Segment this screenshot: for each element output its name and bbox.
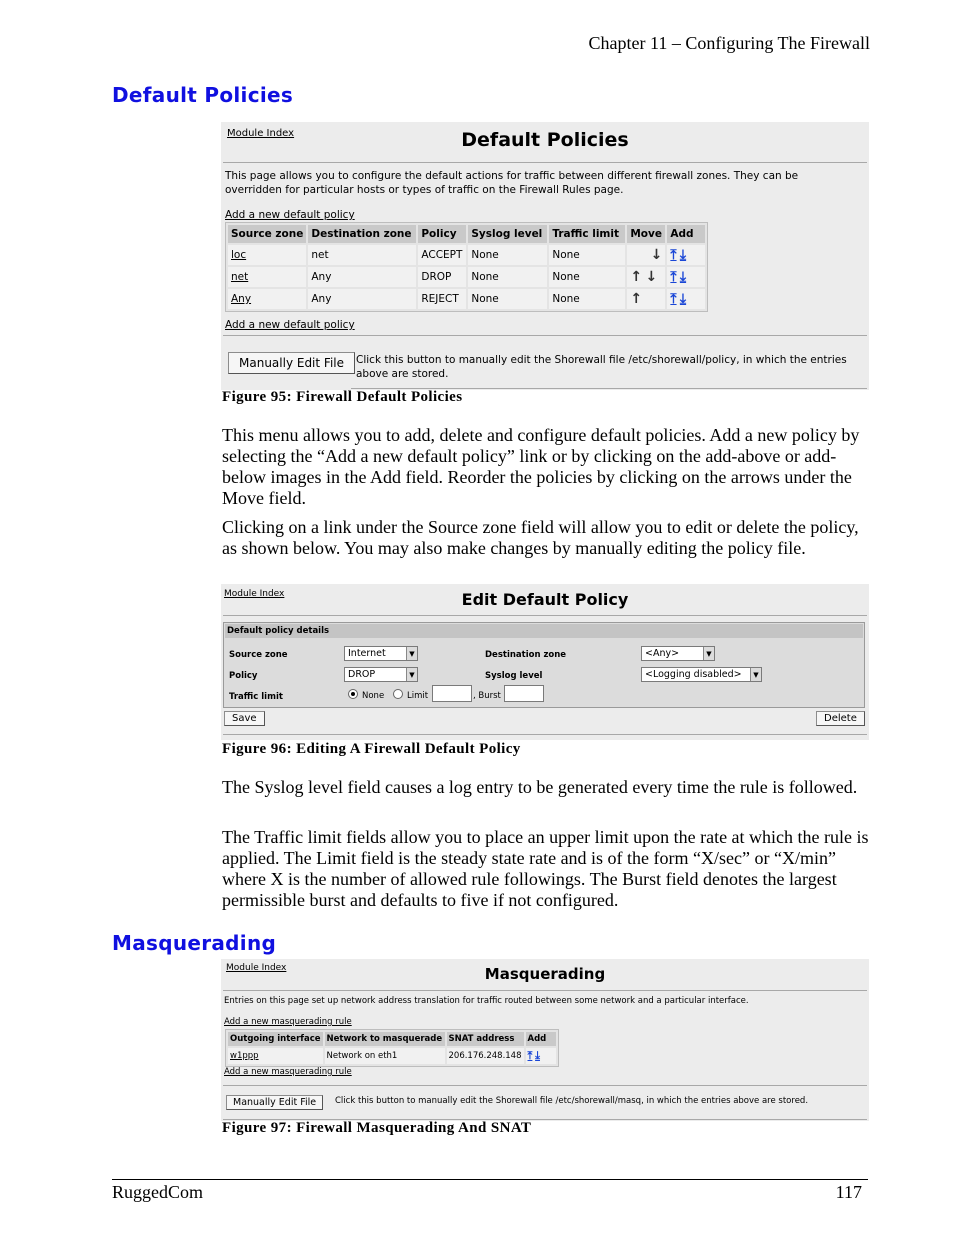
burst-input[interactable] bbox=[504, 685, 544, 702]
chapter-header: Chapter 11 – Configuring The Firewall bbox=[588, 33, 870, 53]
footer-company: RuggedCom bbox=[112, 1182, 204, 1202]
move-up-icon[interactable]: ↑ bbox=[630, 291, 643, 307]
source-zone-link[interactable]: Any bbox=[231, 293, 252, 305]
limit-cell: None bbox=[549, 289, 625, 309]
edit-file-note: Click this button to manually edit the Shorewall file /etc/shorewall/masq, in which the entries above are stored. bbox=[335, 1096, 809, 1106]
panel-title: Masquerading bbox=[484, 965, 606, 983]
col-traffic-limit: Traffic limit bbox=[549, 225, 625, 243]
limit-cell: None bbox=[549, 245, 625, 265]
traffic-limit-label: Traffic limit bbox=[229, 692, 283, 702]
add-below-icon[interactable]: ⤓ bbox=[679, 269, 687, 285]
figure-default-policies bbox=[221, 122, 869, 390]
details-header: Default policy details bbox=[225, 624, 863, 638]
col-move: Move bbox=[627, 225, 665, 243]
burst-label: , Burst bbox=[473, 691, 501, 701]
col-source-zone: Source zone bbox=[228, 225, 306, 243]
move-up-icon[interactable]: ↑ bbox=[630, 269, 643, 285]
module-index-link[interactable]: Module Index bbox=[224, 589, 285, 599]
panel-description: This page allows you to configure the default actions for traffic between different firewall zones. They can be overridden for particular hosts or types of traffic on the Firewall Rules page. bbox=[225, 170, 799, 196]
policy-cell: REJECT bbox=[418, 289, 466, 309]
divider bbox=[223, 615, 867, 616]
source-zone-link[interactable]: loc bbox=[231, 249, 247, 261]
chevron-down-icon: ▼ bbox=[703, 647, 714, 660]
dest-zone-cell: net bbox=[308, 245, 416, 265]
table-row bbox=[228, 1048, 556, 1064]
add-policy-link-bottom[interactable]: Add a new default policy bbox=[225, 319, 355, 331]
col-snat-address: SNAT address bbox=[447, 1032, 524, 1046]
add-above-icon[interactable]: ⤒ bbox=[670, 269, 677, 285]
divider bbox=[223, 162, 867, 163]
panel-description: Entries on this page set up network address translation for traffic routed between some network and a particular interface. bbox=[224, 996, 749, 1006]
paragraph-text: The Syslog level field causes a log entry to be generated every time the rule is followed. bbox=[222, 777, 858, 797]
source-zone-select[interactable] bbox=[344, 646, 418, 661]
table-row bbox=[228, 289, 705, 309]
divider bbox=[223, 734, 867, 735]
section-heading-default-policies: Default Policies bbox=[112, 83, 294, 107]
add-below-icon[interactable]: ⤓ bbox=[679, 291, 687, 307]
col-syslog-level: Syslog level bbox=[468, 225, 547, 243]
module-index-link[interactable]: Module Index bbox=[226, 963, 287, 973]
source-zone-label: Source zone bbox=[229, 650, 288, 660]
panel-title: Edit Default Policy bbox=[461, 590, 629, 609]
syslog-level-label: Syslog level bbox=[485, 671, 543, 681]
paragraph-text: Clicking on a link under the Source zone field will allow you to edit or delete the policy, as shown below. You may also make changes by manually editing the policy file. bbox=[222, 517, 859, 558]
policy-value: DROP bbox=[348, 669, 376, 680]
add-masq-link-bottom[interactable]: Add a new masquerading rule bbox=[224, 1067, 352, 1077]
dest-zone-label: Destination zone bbox=[485, 650, 567, 660]
chevron-down-icon: ▼ bbox=[750, 668, 761, 681]
masquerading-table bbox=[225, 1029, 559, 1067]
dest-zone-value: <Any> bbox=[645, 648, 680, 659]
dest-zone-cell: Any bbox=[308, 267, 416, 287]
policy-cell: DROP bbox=[418, 267, 466, 287]
syslog-cell: None bbox=[468, 245, 547, 265]
paragraph-text: The Traffic limit fields allow you to place an upper limit upon the rate at which the rule is applied. The Limit field is the steady state rate and is of the form “X/sec” or “X/min” where X is the number of allowed rule followings. The Burst field denotes the largest permissible burst and defaults to five if not configured. bbox=[222, 827, 869, 910]
none-label: None bbox=[362, 691, 385, 701]
syslog-cell: None bbox=[468, 267, 547, 287]
limit-label: Limit bbox=[407, 691, 429, 701]
policy-label: Policy bbox=[229, 671, 258, 681]
col-network-to-masquerade: Network to masquerade bbox=[325, 1032, 445, 1046]
policy-cell: ACCEPT bbox=[418, 245, 466, 265]
source-zone-link[interactable]: net bbox=[231, 271, 249, 283]
delete-button[interactable]: Delete bbox=[816, 711, 865, 726]
table-row bbox=[228, 267, 705, 287]
footer-rule bbox=[112, 1179, 868, 1180]
add-masq-link-top[interactable]: Add a new masquerading rule bbox=[224, 1017, 352, 1027]
syslog-level-select[interactable] bbox=[641, 667, 762, 682]
dest-zone-cell: Any bbox=[308, 289, 416, 309]
move-down-icon[interactable]: ↓ bbox=[645, 269, 658, 285]
col-outgoing-interface: Outgoing interface bbox=[230, 1034, 321, 1044]
paragraph bbox=[222, 827, 872, 911]
figure-caption: Figure 96: Editing A Firewall Default Policy bbox=[222, 741, 521, 757]
add-below-icon[interactable]: ⤓ bbox=[535, 1049, 540, 1062]
limit-radio[interactable] bbox=[393, 689, 403, 699]
move-down-icon[interactable]: ↓ bbox=[650, 247, 663, 263]
none-radio[interactable] bbox=[348, 689, 358, 699]
manually-edit-file-button[interactable]: Manually Edit File bbox=[226, 1095, 323, 1110]
page-number: 117 bbox=[835, 1182, 862, 1202]
chevron-down-icon: ▼ bbox=[406, 647, 417, 660]
limit-cell: None bbox=[549, 267, 625, 287]
table-row bbox=[228, 245, 705, 265]
add-policy-link-top[interactable]: Add a new default policy bbox=[225, 209, 355, 221]
figure-caption: Figure 97: Firewall Masquerading And SNAT bbox=[222, 1120, 532, 1136]
add-above-icon[interactable]: ⤒ bbox=[527, 1049, 533, 1062]
policy-select[interactable] bbox=[344, 667, 418, 682]
network-cell: Network on eth1 bbox=[325, 1048, 445, 1064]
figure-masquerading bbox=[221, 959, 869, 1121]
snat-cell: 206.176.248.148 bbox=[447, 1048, 524, 1064]
add-above-icon[interactable]: ⤒ bbox=[670, 247, 677, 263]
interface-link[interactable]: w1ppp bbox=[230, 1051, 259, 1061]
save-button[interactable]: Save bbox=[224, 711, 265, 726]
divider bbox=[223, 990, 867, 991]
paragraph bbox=[222, 517, 872, 559]
paragraph-text: This menu allows you to add, delete and configure default policies. Add a new policy by selecting the “Add a new default policy” link or by clicking on the add-above or add-below images in the Add field. Reorder the policies by clicking on the arrows under the Move field. bbox=[222, 425, 860, 508]
add-below-icon[interactable]: ⤓ bbox=[679, 247, 687, 263]
syslog-cell: None bbox=[468, 289, 547, 309]
panel-title: Default Policies bbox=[461, 129, 629, 151]
edit-file-note: Click this button to manually edit the Shorewall file /etc/shorewall/policy, in which the entries above are stored. bbox=[356, 354, 847, 380]
section-heading-masquerading: Masquerading bbox=[112, 931, 277, 955]
limit-input[interactable] bbox=[432, 685, 472, 702]
manually-edit-file-button[interactable]: Manually Edit File bbox=[228, 352, 355, 374]
chevron-down-icon: ▼ bbox=[406, 668, 417, 681]
col-policy: Policy bbox=[418, 225, 466, 243]
figure-caption: Figure 95: Firewall Default Policies bbox=[222, 389, 463, 405]
paragraph bbox=[222, 425, 872, 509]
col-add: Add bbox=[667, 225, 705, 243]
policies-table bbox=[225, 222, 708, 312]
module-index-link[interactable]: Module Index bbox=[227, 128, 295, 139]
figure-edit-default-policy bbox=[221, 584, 869, 740]
add-above-icon[interactable]: ⤒ bbox=[670, 291, 677, 307]
divider bbox=[223, 1085, 867, 1086]
divider bbox=[223, 335, 867, 336]
col-destination-zone: Destination zone bbox=[308, 225, 416, 243]
source-zone-value: Internet bbox=[348, 648, 386, 659]
col-add: Add bbox=[526, 1032, 556, 1046]
paragraph bbox=[222, 777, 872, 798]
dest-zone-select[interactable] bbox=[641, 646, 715, 661]
syslog-level-value: <Logging disabled> bbox=[645, 669, 742, 680]
details-box bbox=[223, 622, 865, 708]
